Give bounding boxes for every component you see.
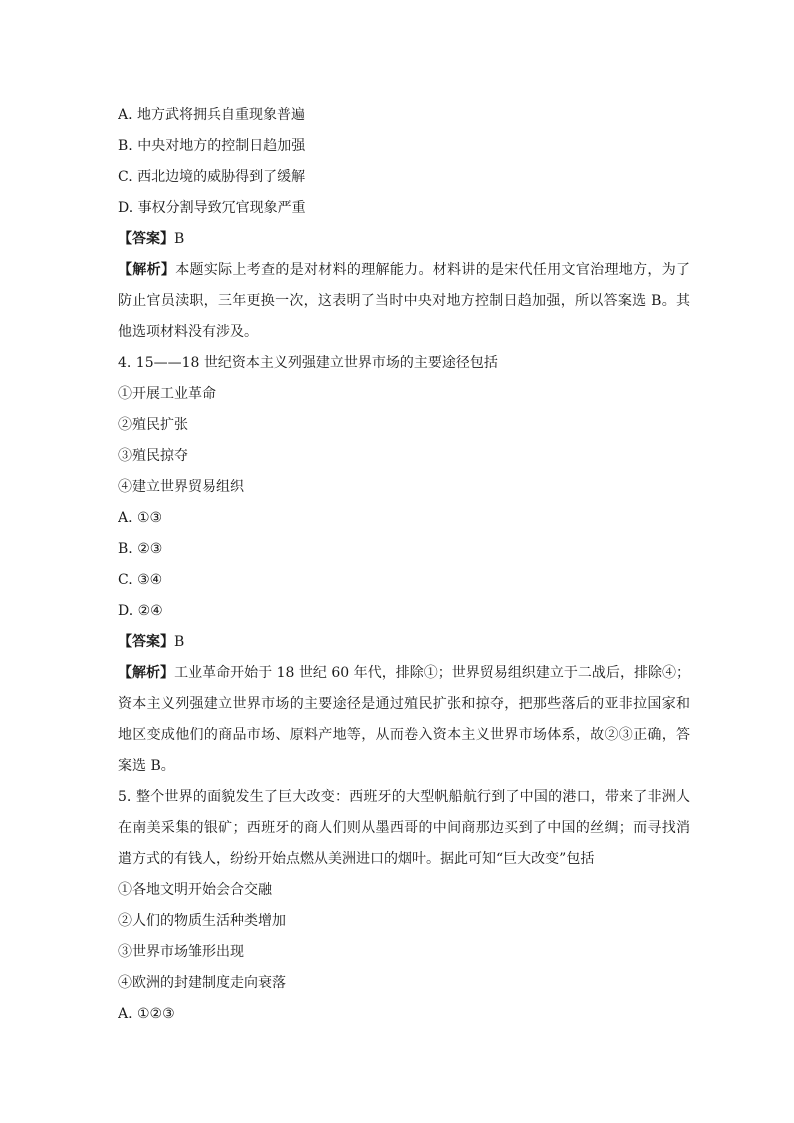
q3-analysis (118, 255, 690, 348)
q4-answer (118, 627, 690, 658)
q3-analysis-text: 本题实际上考查的是对材料的理解能力。材料讲的是宋代任用文官治理地方，为了防止官员渎职，三年更换一次，这表明了当时中央对地方控制日趋加强，所以答案选 B。其他选项材料没有涉及。 (118, 262, 691, 340)
q4-item-3: ③殖民掠夺 (118, 448, 188, 464)
q4-analysis (118, 658, 690, 782)
q4-stem: 4. 15——18 世纪资本主义列强建立世界市场的主要途径包括 (118, 355, 498, 371)
q4-item-1: ①开展工业革命 (118, 386, 216, 402)
q4-option-a: A. ①③ (118, 510, 163, 526)
q3-answer-value: B (174, 231, 185, 247)
q5-item-3: ③世界市场雏形出现 (118, 944, 244, 960)
q3-answer-tag: 【答案】 (118, 231, 174, 247)
q4-analysis-tag: 【解析】 (118, 665, 175, 681)
q5-item-2: ②人们的物质生活种类增加 (118, 913, 286, 929)
q3-answer (118, 224, 690, 255)
q4-analysis-text: 工业革命开始于 18 世纪 60 年代，排除①；世界贸易组织建立于二战后，排除④；资本主义列强建立世界市场的主要途径是通过殖民扩张和掠夺，把那些落后的亚非拉国家和地区变成他们的商品市场、原料产地等，从而卷入资本主义世界市场体系，故②③正确，答案选 B。 (118, 665, 690, 774)
q3-option-c: C. 西北边境的威胁得到了缓解 (118, 169, 306, 185)
q4-option-b: B. ②③ (118, 541, 163, 557)
q4-answer-value: B (174, 634, 185, 650)
q4-answer-tag: 【答案】 (118, 634, 174, 650)
q4-option-d: D. ②④ (118, 603, 163, 619)
q3-analysis-tag: 【解析】 (118, 262, 176, 278)
document-content (118, 100, 690, 1030)
q4-item-4: ④建立世界贸易组织 (118, 479, 244, 495)
q3-option-d: D. 事权分割导致冗官现象严重 (118, 200, 306, 216)
q5-item-4: ④欧洲的封建制度走向衰落 (118, 975, 286, 991)
q5-item-1: ①各地文明开始会合交融 (118, 882, 272, 898)
q4-option-c: C. ③④ (118, 572, 163, 588)
q5-option-a: A. ①②③ (118, 1006, 175, 1022)
q3-option-b: B. 中央对地方的控制日趋加强 (118, 138, 306, 154)
q3-option-a: A. 地方武将拥兵自重现象普遍 (118, 107, 306, 123)
q4-item-2: ②殖民扩张 (118, 417, 188, 433)
q5-stem: 5. 整个世界的面貌发生了巨大改变：西班牙的大型帆船航行到了中国的港口，带来了非洲人在南美采集的银矿；西班牙的商人们则从墨西哥的中间商那边买到了中国的丝绸；而寻找消遣方式的有钱人，纷纷开始点燃从美洲进口的烟叶。据此可知“巨大改变”包括 (118, 789, 690, 867)
